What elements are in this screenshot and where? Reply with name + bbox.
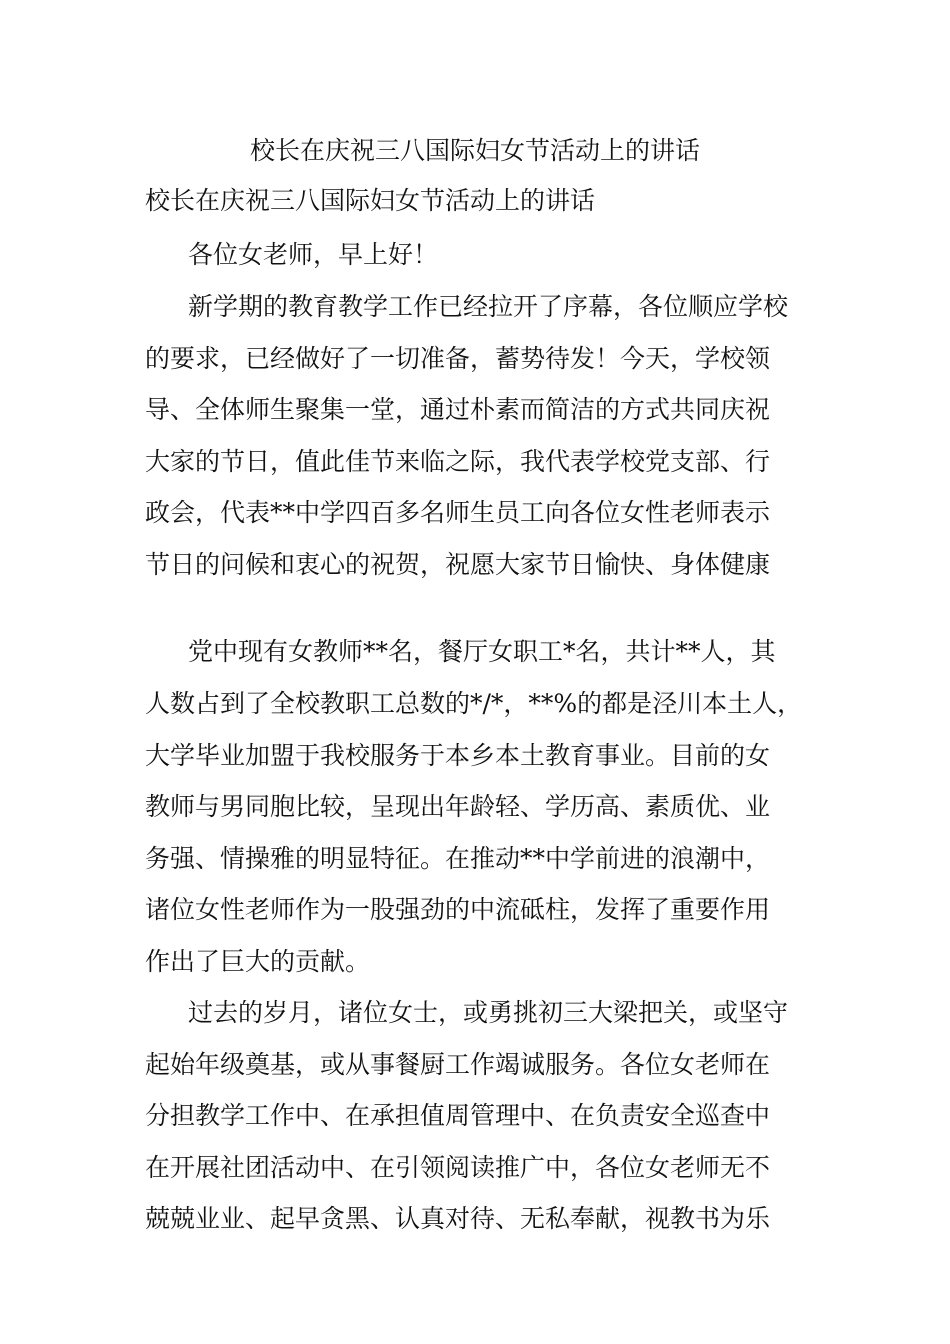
paragraph-1-line-6: 节日的问候和衷心的祝贺，祝愿大家节日愉快、身体健康	[145, 550, 771, 579]
document-title: 校长在庆祝三八国际妇女节活动上的讲话	[249, 136, 700, 165]
paragraph-1-line-1: 新学期的教育教学工作已经拉开了序幕，各位顺应学校	[188, 292, 789, 321]
paragraph-2-line-7: 作出了巨大的贡献。	[145, 947, 371, 976]
paragraph-3-line-1: 过去的岁月，诸位女士，或勇挑初三大梁把关，或坚守	[188, 998, 789, 1027]
paragraph-2-line-3: 大学毕业加盟于我校服务于本乡本土教育事业。目前的女	[145, 741, 771, 770]
paragraph-1-line-2: 的要求，已经做好了一切准备，蓄势待发！今天，学校领	[145, 344, 771, 373]
paragraph-3-line-4: 在开展社团活动中、在引领阅读推广中，各位女老师无不	[145, 1153, 771, 1182]
paragraph-3-line-2: 起始年级奠基，或从事餐厨工作竭诚服务。各位女老师在	[145, 1050, 771, 1079]
paragraph-2-line-2: 人数占到了全校教职工总数的*/*，**%的都是泾川本土人，	[145, 689, 803, 718]
paragraph-3-line-5: 兢兢业业、起早贪黑、认真对待、无私奉献，视教书为乐	[145, 1204, 771, 1233]
paragraph-2-line-1: 党中现有女教师**名，餐厅女职工*名，共计**人，其	[188, 637, 776, 666]
paragraph-3-line-3: 分担教学工作中、在承担值周管理中、在负责安全巡查中	[145, 1101, 771, 1130]
paragraph-2-line-6: 诸位女性老师作为一股强劲的中流砥柱，发挥了重要作用	[145, 895, 771, 924]
paragraph-1-line-3: 导、全体师生聚集一堂，通过朴素而简洁的方式共同庆祝	[145, 395, 771, 424]
paragraph-2-line-4: 教师与男同胞比较，呈现出年龄轻、学历高、素质优、业	[145, 792, 771, 821]
greeting-line: 各位女老师，早上好！	[188, 240, 439, 269]
paragraph-2-line-5: 务强、情操雅的明显特征。在推动**中学前进的浪潮中，	[145, 844, 771, 873]
document-subtitle: 校长在庆祝三八国际妇女节活动上的讲话	[145, 186, 596, 215]
paragraph-1-line-5: 政会，代表**中学四百多名师生员工向各位女性老师表示	[145, 498, 771, 527]
paragraph-1-line-4: 大家的节日，值此佳节来临之际，我代表学校党支部、行	[145, 447, 771, 476]
